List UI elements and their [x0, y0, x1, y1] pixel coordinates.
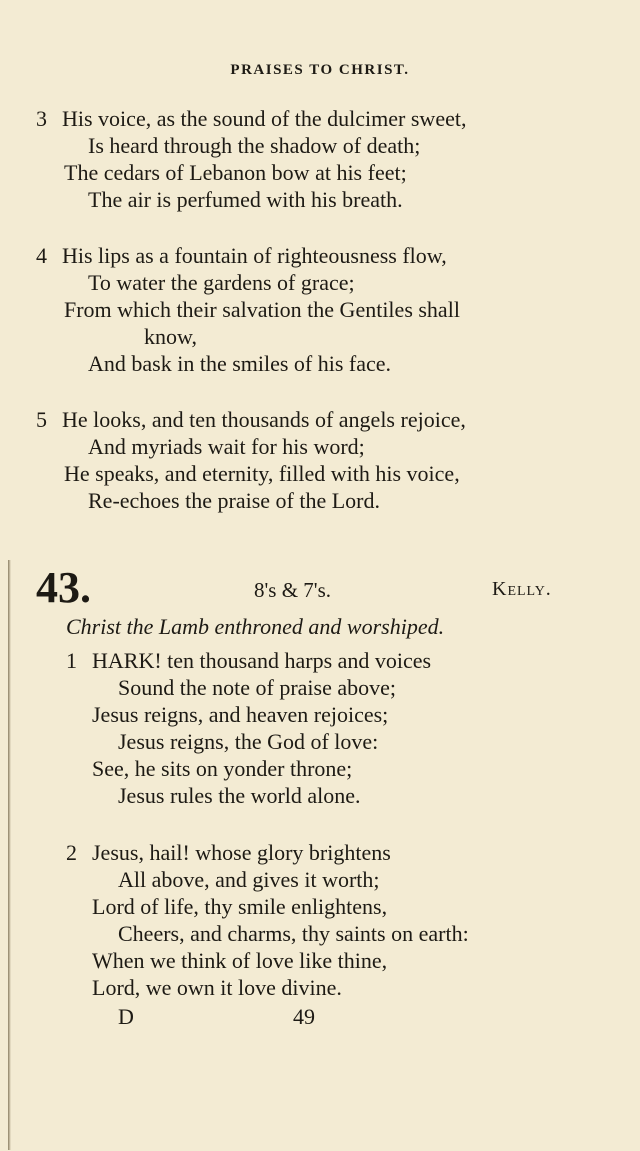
hymn-stanza-1-line-4: Jesus reigns, the God of love: — [118, 729, 379, 754]
page-number: 49 — [293, 1004, 315, 1029]
hymn-title: Christ the Lamb enthroned and worshiped. — [66, 614, 445, 639]
stanza-3-line-3: The cedars of Lebanon bow at his feet; — [64, 160, 407, 185]
hymn-stanza-1-line-2: Sound the note of praise above; — [118, 675, 396, 700]
hymn-stanza-1-line-6: Jesus rules the world alone. — [118, 783, 361, 808]
stanza-4-line-2: To water the gardens of grace; — [88, 270, 355, 295]
stanza-5-line-2: And myriads wait for his word; — [88, 434, 365, 459]
hymn-stanza-1-line-5: See, he sits on yonder throne; — [92, 756, 353, 781]
running-head: PRAISES TO CHRIST. — [230, 62, 410, 78]
stanza-number: 2 — [66, 840, 77, 865]
hymn-stanza-2-line-5: When we think of love like thine, — [92, 948, 388, 973]
stanza-4-line-3-cont: know, — [144, 324, 197, 349]
hymn-stanza-2-line-1: 2 Jesus, hail! whose glory brightens — [66, 840, 391, 865]
stanza-3-line-2: Is heard through the shadow of death; — [88, 133, 421, 158]
hymn-meter: 8's & 7's. — [254, 578, 331, 602]
stanza-number: 5 — [36, 407, 47, 432]
stanza-5-line-3: He speaks, and eternity, filled with his voice, — [64, 461, 460, 486]
stanza-4-line-4: And bask in the smiles of his face. — [88, 351, 392, 376]
page-edge-shadow — [8, 560, 11, 1150]
hymn-stanza-2-line-3: Lord of life, thy smile enlightens, — [92, 894, 388, 919]
stanza-4-line-3: From which their salvation the Gentiles shall — [64, 297, 460, 322]
stanza-3-line-4: The air is perfumed with his breath. — [88, 187, 403, 212]
stanza-4-line-1: 4 His lips as a fountain of righteousness flow, — [36, 243, 447, 268]
stanza-3-line-1: 3 His voice, as the sound of the dulcimer sweet, — [36, 106, 467, 131]
hymn-stanza-1-line-1: 1 HARK! ten thousand harps and voices — [66, 648, 432, 673]
tune-name: Kelly. — [492, 578, 552, 600]
stanza-number: 3 — [36, 106, 47, 131]
stanza-5-line-4: Re-echoes the praise of the Lord. — [88, 488, 380, 513]
hymn-number: 43. — [36, 563, 91, 612]
stanza-5-line-1: 5 He looks, and ten thousands of angels rejoice, — [36, 407, 466, 432]
hymn-stanza-1-line-3: Jesus reigns, and heaven rejoices; — [92, 702, 389, 727]
hymn-stanza-2-line-4: Cheers, and charms, thy saints on earth: — [118, 921, 469, 946]
signature-mark: D — [118, 1004, 134, 1029]
hymn-stanza-2-line-6: Lord, we own it love divine. — [92, 975, 342, 1000]
hymn-stanza-2-line-2: All above, and gives it worth; — [118, 867, 380, 892]
stanza-number: 1 — [66, 648, 77, 673]
stanza-number: 4 — [36, 243, 47, 268]
